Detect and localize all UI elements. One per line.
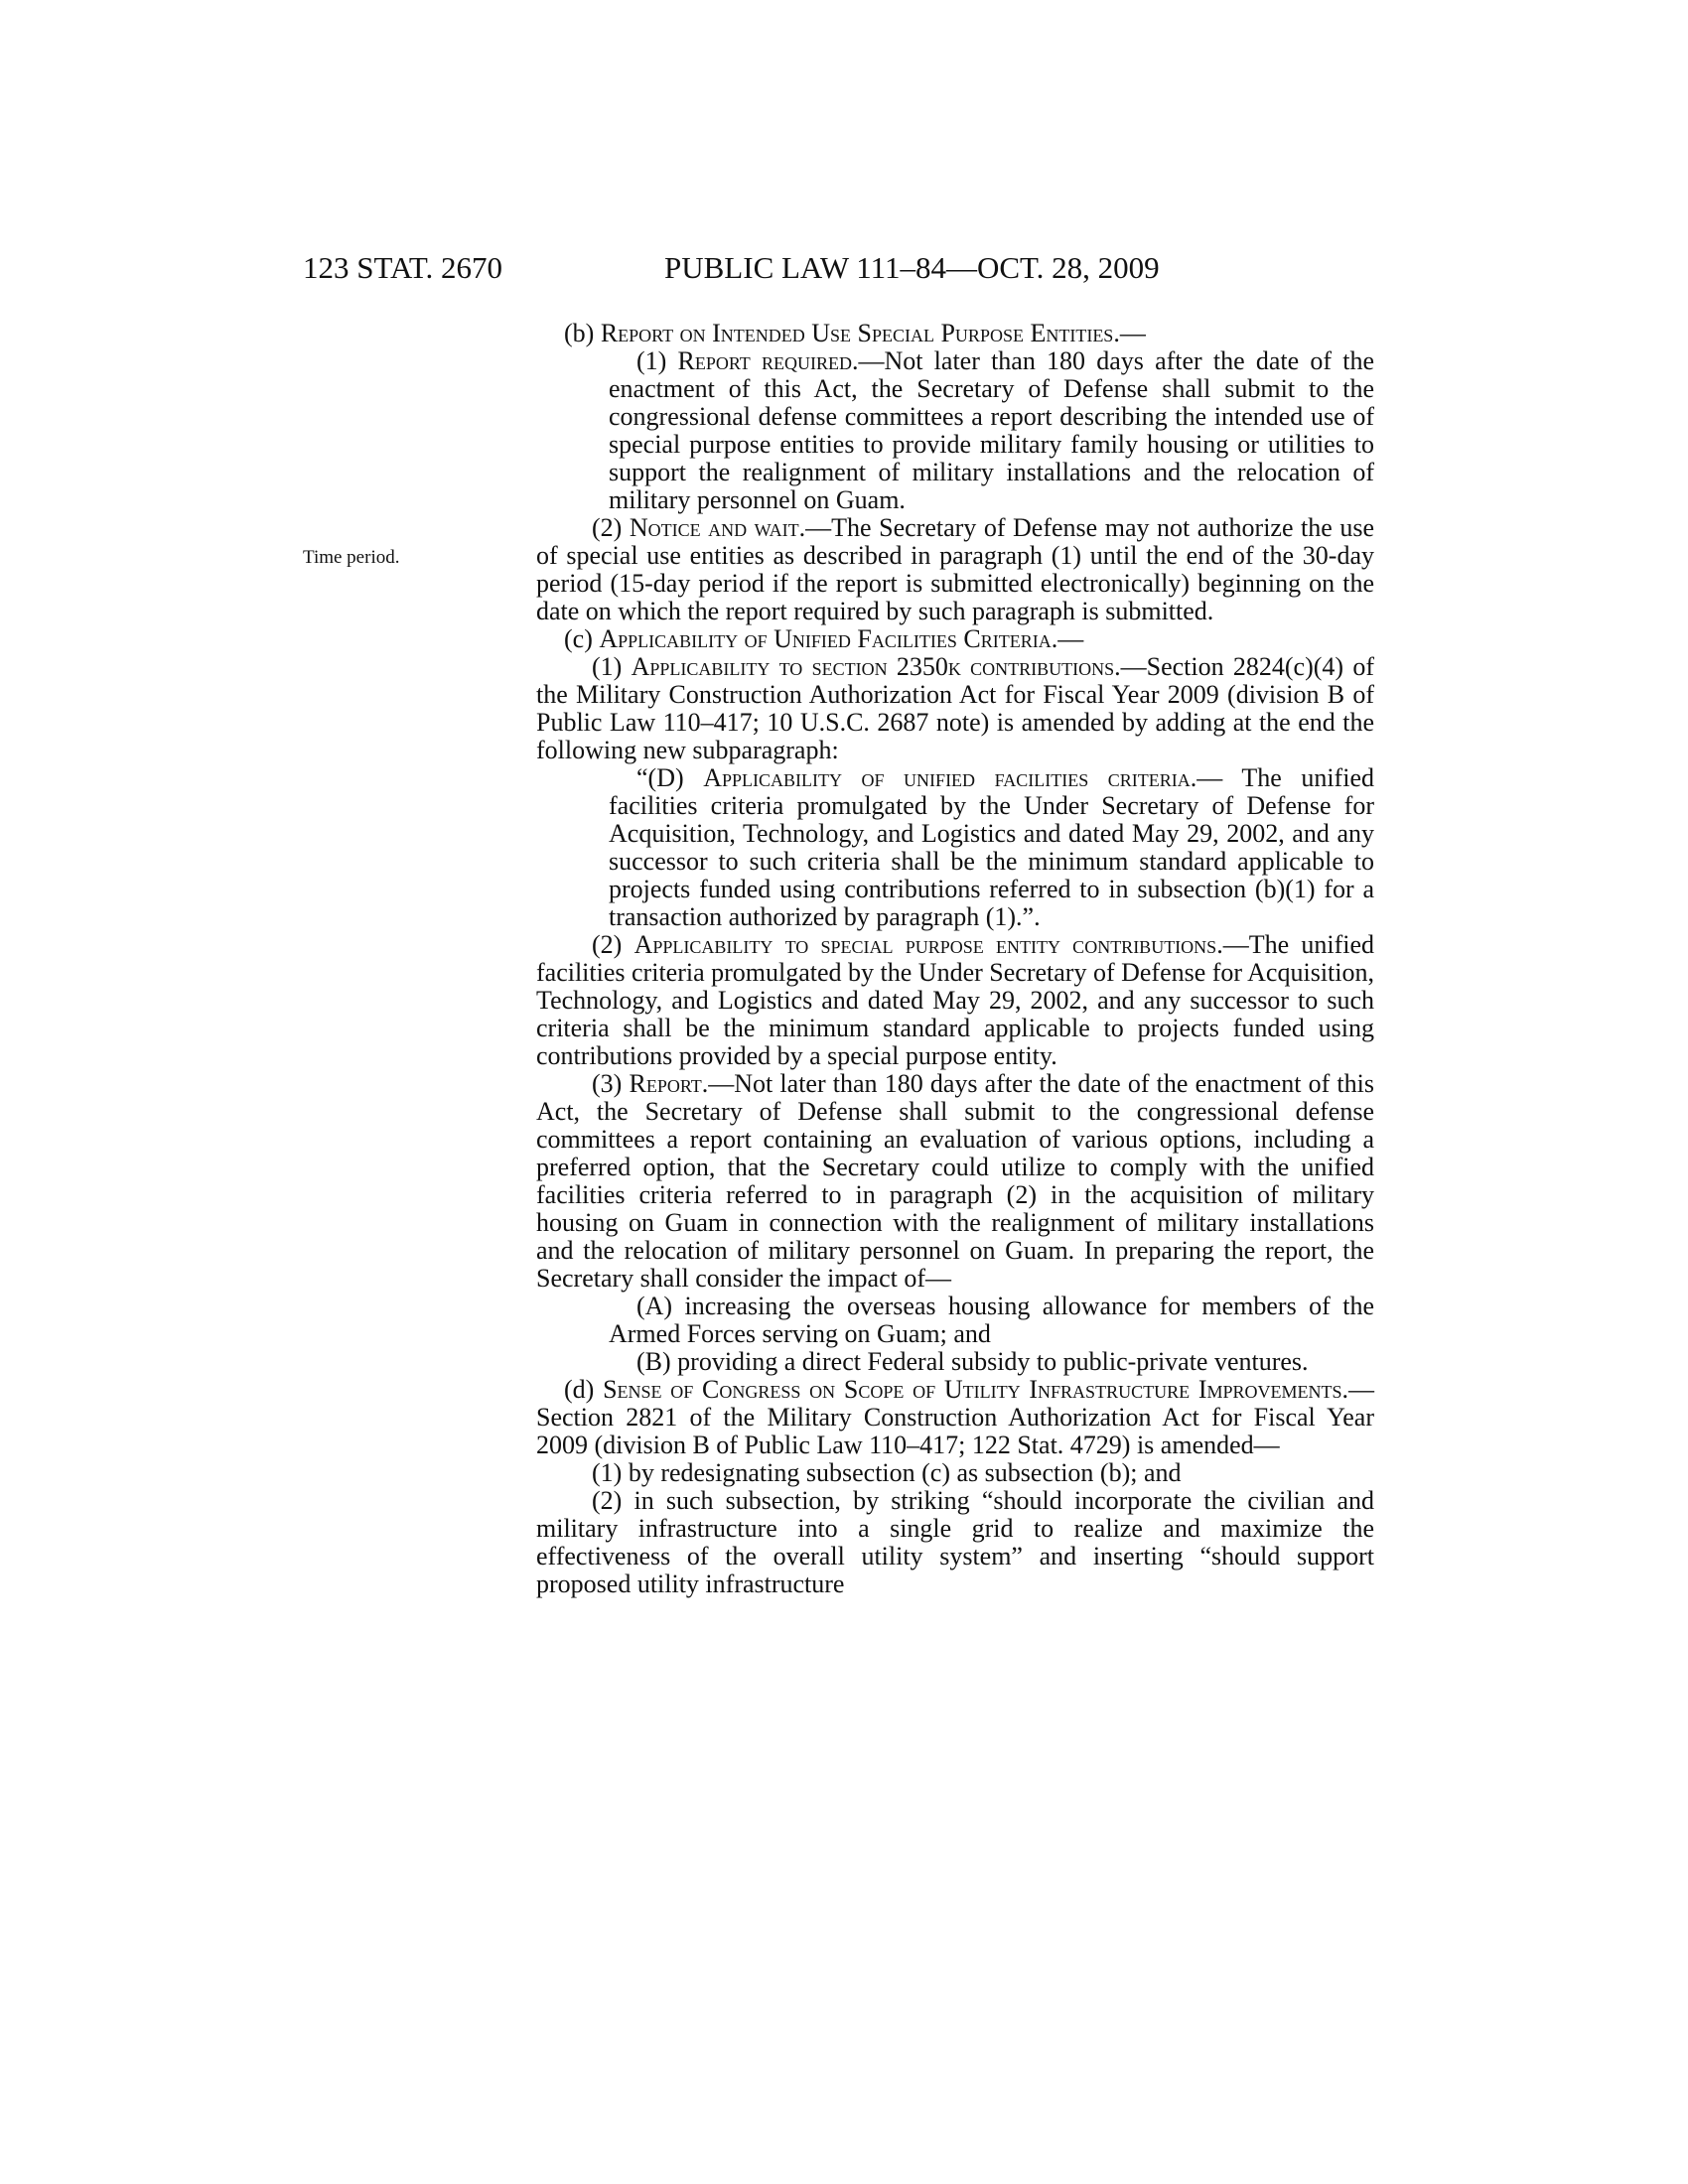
subsection-b-heading (536, 320, 1374, 347)
subsection-d-text: .—Section 2821 of the Military Construction Authorization Act for Fiscal Year 2009 (division B of Public Law 110–417; 122 Stat. 4729) is amended— (536, 1375, 1374, 1459)
subparagraph-c3-A: (A) increasing the overseas housing allowance for members of the Armed Forces serving on Guam; and (609, 1292, 1374, 1348)
subsection-b-dash: .— (1113, 319, 1146, 347)
subsection-c-heading (536, 625, 1374, 653)
paragraph-c1-heading: Applicability to section 2350k contributions (631, 652, 1115, 681)
subsection-c-number: (c) (564, 624, 600, 653)
paragraph-b1-number: (1) (636, 346, 678, 375)
paragraph-b1-heading: Report required (677, 346, 852, 375)
paragraph-b1-text: .—Not later than 180 days after the date of the enactment of this Act, the Secretary of Defense shall submit to the congressional defense committees a report describing the intended use of special purpose entities to provide military family housing or utilities to support the realignment of military installations and the relocation of military personnel on Guam. (609, 346, 1374, 514)
margin-note-time-period: Time period. (303, 547, 400, 568)
subsection-c-title: Applicability of Unified Facilities Criteria (599, 624, 1052, 653)
paragraph-b2 (536, 514, 1374, 625)
paragraph-c2-text: .—The unified facilities criteria promulgated by the Under Secretary of Defense for Acquisition, Technology, and Logistics and dated May 29, 2002, and any successor to such criteria shall be the minimum standard applicable to projects funded using contributions provided by a special purpose entity. (536, 930, 1375, 1070)
paragraph-c2-heading: Applicability to special purpose entity contributions (633, 930, 1217, 959)
subsection-d-title: Sense of Congress on Scope of Utility Infrastructure Improvements (603, 1375, 1342, 1404)
paragraph-c1-text: .—Section 2824(c)(4) of the Military Construction Authorization Act for Fiscal Year 2009 (division B of Public Law 110–417; 10 U.S.C. 2687 note) is amended by adding at the end the following new subparagraph: (536, 652, 1374, 764)
paragraph-c3-number: (3) (592, 1069, 630, 1098)
paragraph-b2-number: (2) (592, 513, 630, 542)
subsection-c-dash: .— (1051, 624, 1084, 653)
subparagraph-c-D-heading: Applicability of unified facilities criteria (703, 763, 1191, 792)
paragraph-c3 (536, 1070, 1374, 1293)
document-body (536, 320, 1374, 1598)
subsection-b-title: Report on Intended Use Special Purpose Entities (600, 319, 1114, 347)
paragraph-c1 (536, 653, 1374, 764)
running-head: PUBLIC LAW 111–84—OCT. 28, 2009 (664, 250, 1160, 285)
paragraph-b2-text: .—The Secretary of Defense may not authorize the use of special use entities as described in paragraph (1) until the end of the 30-day period (15-day period if the report is submitted electronically) beginning on the date on which the report required by such paragraph is submitted. (536, 513, 1374, 625)
paragraph-c2-number: (2) (592, 930, 634, 959)
paragraph-c2 (536, 931, 1374, 1070)
paragraph-c1-number: (1) (592, 652, 632, 681)
paragraph-c3-text: .—Not later than 180 days after the date of the enactment of this Act, the Secretary of Defense shall submit to the congressional defense committees a report containing an evaluation of various options, including a preferred option, that the Secretary could utilize to comply with the unified facilities criteria referred to in paragraph (2) in the acquisition of military housing on Guam in connection with the realignment of military installations and the relocation of military personnel on Guam. In preparing the report, the Secretary shall consider the impact of— (536, 1069, 1374, 1293)
subsection-d (536, 1376, 1374, 1459)
subparagraph-c-D-number: “(D) (636, 763, 704, 792)
page-number: 123 STAT. 2670 (303, 250, 503, 285)
subparagraph-c-D (609, 764, 1374, 931)
paragraph-b1 (609, 347, 1374, 514)
subparagraph-c-D-text: .— The unified facilities criteria promulgated by the Under Secretary of Defense for Acquisition, Technology, and Logistics and dated May 29, 2002, and any successor to such criteria shall be the minimum standard applicable to projects funded using contributions referred to in subsection (b)(1) for a transaction authorized by paragraph (1).”. (609, 763, 1374, 931)
subsection-b-number: (b) (564, 319, 601, 347)
page-header (0, 250, 1688, 290)
subparagraph-c3-B: (B) providing a direct Federal subsidy to public-private ventures. (636, 1347, 1309, 1376)
paragraph-d1: (1) by redesignating subsection (c) as subsection (b); and (592, 1458, 1182, 1487)
paragraph-b2-heading: Notice and wait (629, 513, 799, 542)
subsection-d-number: (d) (564, 1375, 604, 1404)
paragraph-d2: (2) in such subsection, by striking “should incorporate the civilian and military infrastructure into a single grid to realize and maximize the effectiveness of the overall utility system” and inserting “should support proposed utility infrastructure (536, 1486, 1374, 1598)
paragraph-c3-heading: Report (629, 1069, 702, 1098)
